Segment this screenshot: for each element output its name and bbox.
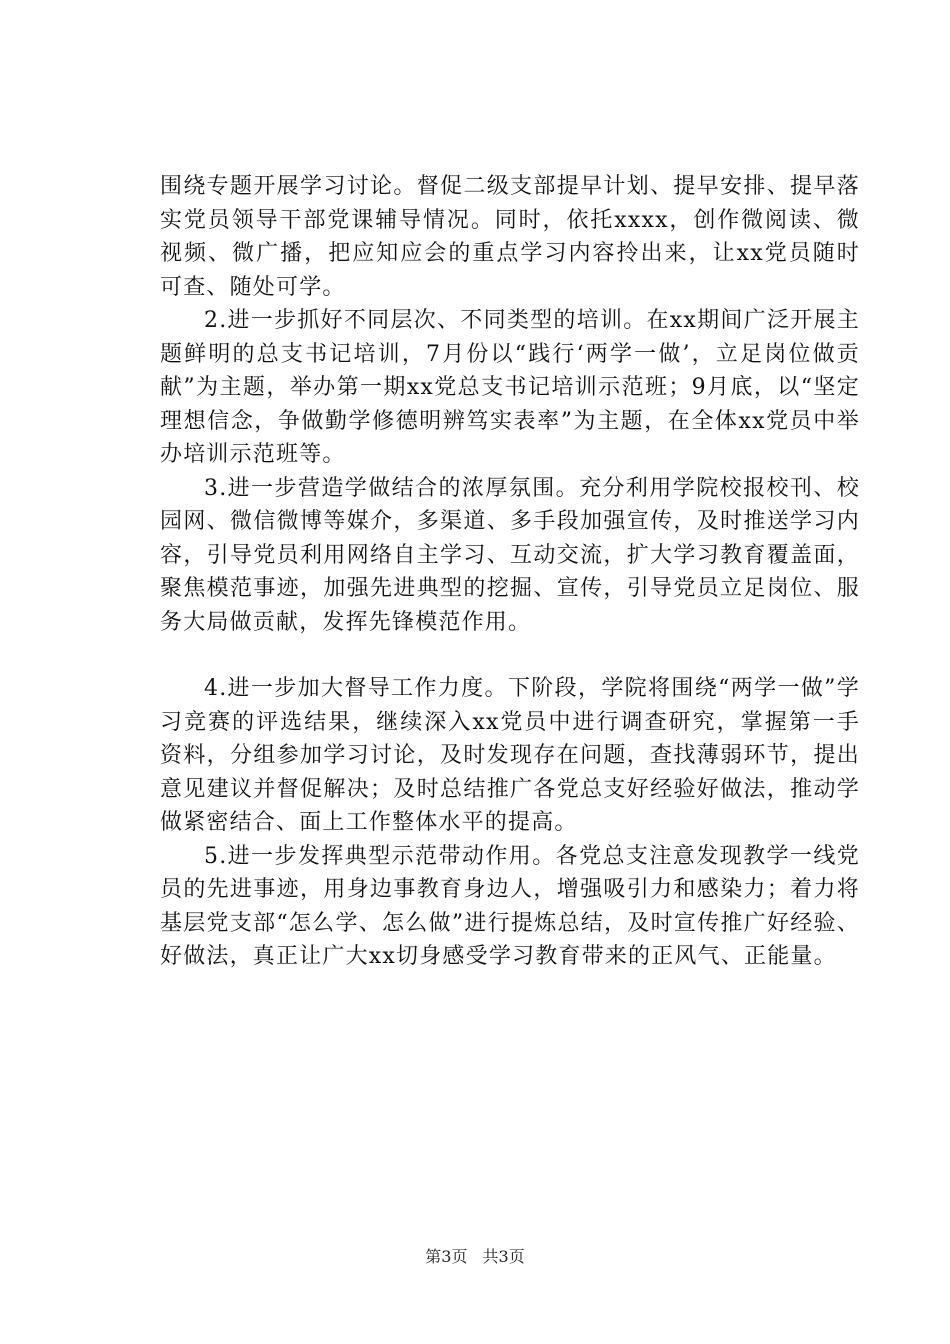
document-body xyxy=(160,170,860,974)
paragraph-item-3: 3.进一步营造学做结合的浓厚氛围。充分利用学院校报校刊、校园网、微信微博等媒介，多渠道、多手段加强宣传，及时推送学习内容，引导党员利用网络自主学习、互动交流，扩大学习教育覆盖面，聚焦模范事迹，加强先进典型的挖掘、宣传，引导党员立足岗位、服务大局做贡献，发挥先锋模范作用。 xyxy=(160,475,860,635)
page-total: 共3页 xyxy=(482,1247,525,1266)
paragraph-item-5: 5.进一步发挥典型示范带动作用。各党总支注意发现教学一线党员的先进事迹，用身边事教育身边人，增强吸引力和感染力；着力将基层党支部“怎么学、怎么做”进行提炼总结，及时宣传推广好经验、好做法，真正让广大xx切身感受学习教育带来的正风气、正能量。 xyxy=(160,843,860,969)
paragraph-item-2: 2.进一步抓好不同层次、不同类型的培训。在xx期间广泛开展主题鲜明的总支书记培训，7月份以“践行‘两学一做’，立足岗位做贡献”为主题，举办第一期xx党总支书记培训示范班；9月底，以“坚定理想信念，争做勤学修德明辨笃实表率”为主题，在全体xx党员中举办培训示范班等。 xyxy=(160,308,860,467)
paragraph-item-4: 4.进一步加大督导工作力度。下阶段，学院将围绕“两学一做”学习竞赛的评选结果，继续深入xx党员中进行调查研究，掌握第一手资料，分组参加学习讨论，及时发现存在问题，查找薄弱环节，提出意见建议并督促解决；及时总结推广各党总支好经验好做法，推动学做紧密结合、面上工作整体水平的提高。 xyxy=(160,676,860,835)
paragraph-spacer xyxy=(160,639,860,672)
paragraph-continuation: 围绕专题开展学习讨论。督促二级支部提早计划、提早安排、提早落实党员领导干部党课辅导情况。同时，依托xxxx，创作微阅读、微视频、微广播，把应知应会的重点学习内容拎出来，让xx党员随时可查、随处可学。 xyxy=(160,174,860,300)
page-number: 第3页 xyxy=(425,1247,468,1266)
page-footer xyxy=(0,1244,950,1267)
